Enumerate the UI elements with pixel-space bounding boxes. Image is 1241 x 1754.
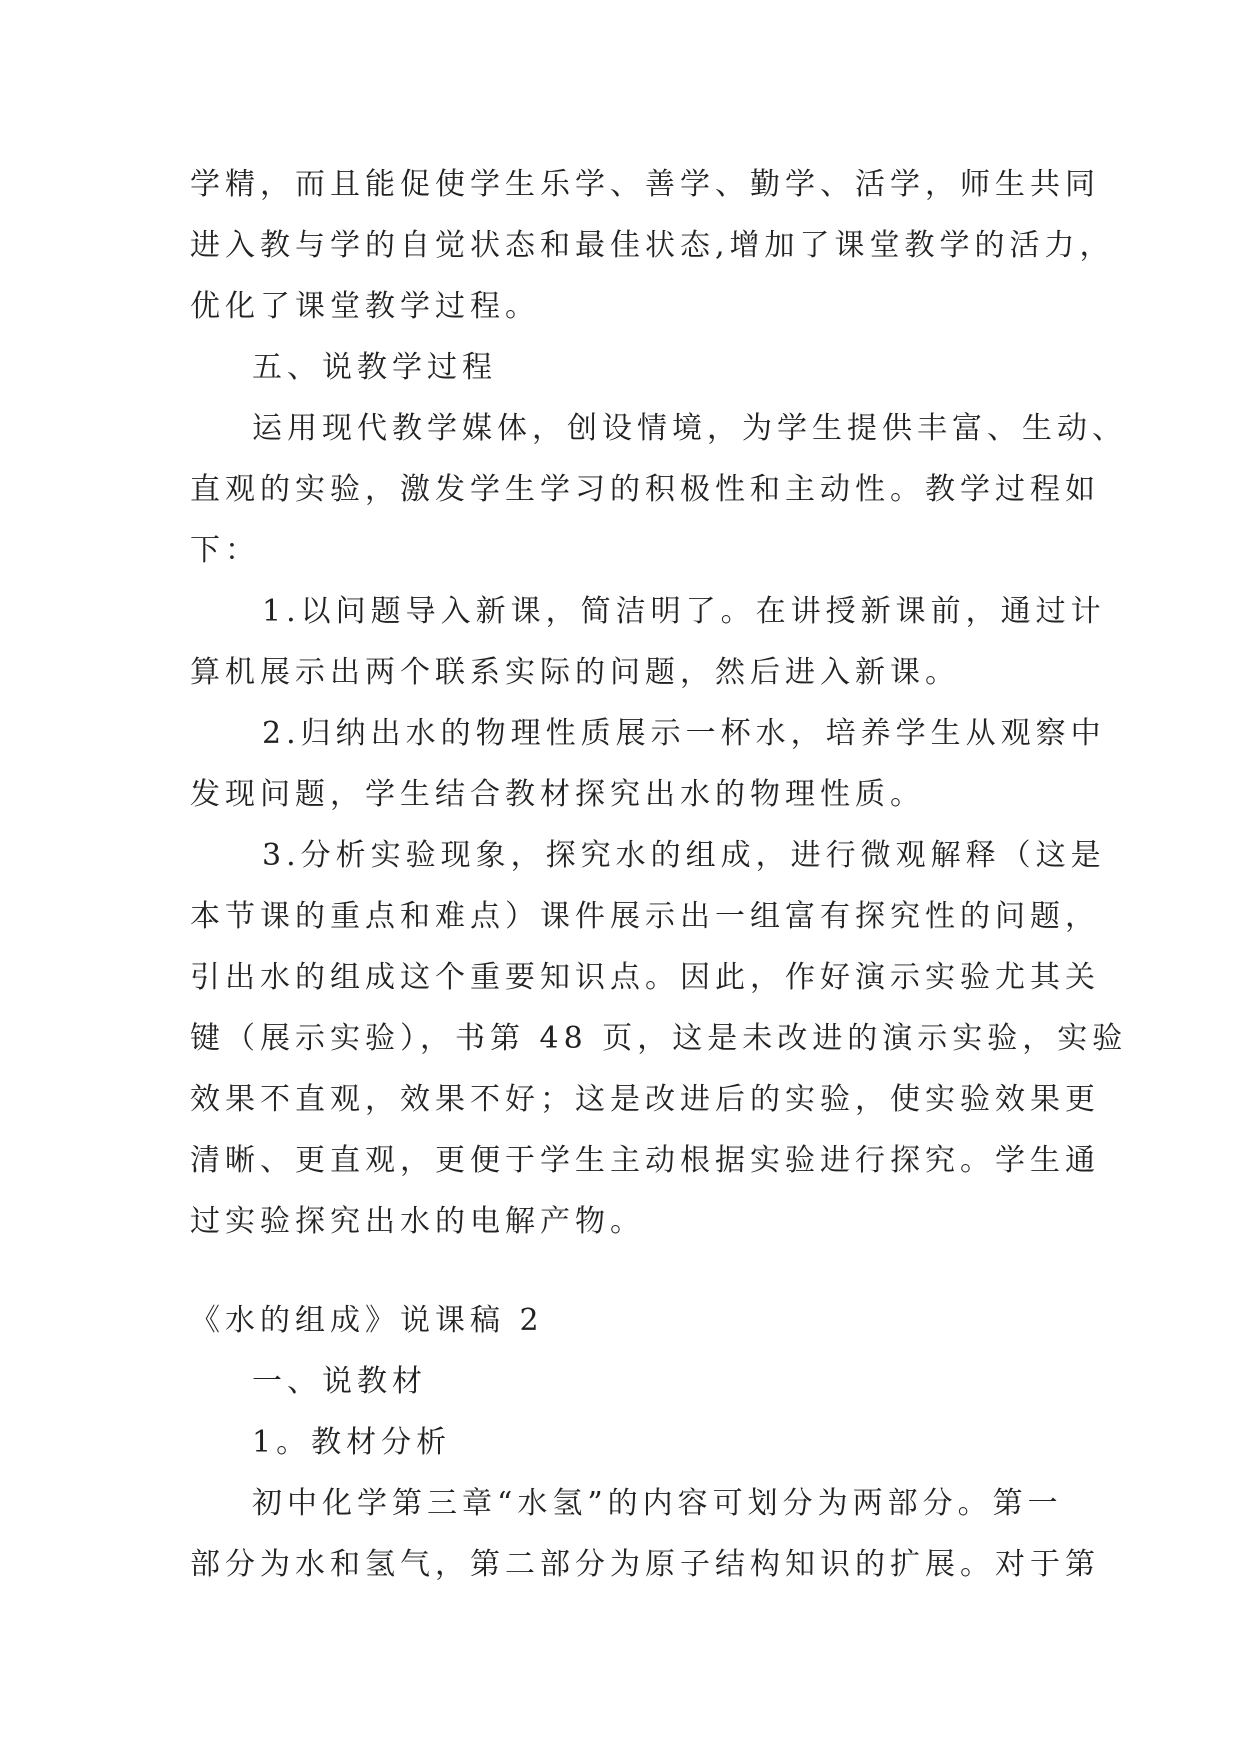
body-text-line: 初中化学第三章“水氢”的内容可划分为两部分。第一 [252, 1486, 1063, 1521]
body-text-line: 键（展示实验），书第 48 页，这是未改进的演示实验，实验 [190, 1021, 1128, 1056]
list-item-text: 2.归纳出水的物理性质展示一杯水，培养学生从观察中 [262, 716, 1106, 751]
body-text-line: 引出水的组成这个重要知识点。因此，作好演示实验尤其关 [190, 960, 1100, 995]
body-text-line: 效果不直观，效果不好；这是改进后的实验，使实验效果更 [190, 1082, 1100, 1117]
subsection-heading: 1。教材分析 [252, 1425, 452, 1460]
body-text-line: 下： [190, 533, 260, 568]
body-text-line: 直观的实验，激发学生学习的积极性和主动性。教学过程如 [190, 472, 1100, 507]
body-text-line: 过实验探究出水的电解产物。 [190, 1204, 645, 1239]
body-text-line: 算机展示出两个联系实际的问题，然后进入新课。 [190, 655, 960, 690]
body-text-line: 部分为水和氢气，第二部分为原子结构知识的扩展。对于第 [190, 1547, 1100, 1582]
body-text-line: 优化了课堂教学过程。 [190, 289, 540, 324]
body-text-line: 清晰、更直观，更便于学生主动根据实验进行探究。学生通 [190, 1143, 1100, 1178]
section-heading: 一、说教材 [252, 1364, 427, 1399]
body-text-line: 本节课的重点和难点）课件展示出一组富有探究性的问题， [190, 899, 1100, 934]
section-heading: 五、说教学过程 [252, 350, 497, 385]
list-item-text: 3.分析实验现象，探究水的组成，进行微观解释（这是 [262, 838, 1106, 873]
body-text-line: 运用现代教学媒体，创设情境，为学生提供丰富、生动、 [252, 411, 1127, 446]
body-text-line: 学精，而且能促使学生乐学、善学、勤学、活学，师生共同 [190, 167, 1100, 202]
document-title: 《水的组成》说课稿 2 [190, 1303, 544, 1338]
body-text-line: 发现问题，学生结合教材探究出水的物理性质。 [190, 777, 925, 812]
list-item-text: 1.以问题导入新课，简洁明了。在讲授新课前，通过计 [262, 594, 1106, 629]
body-text-line: 进入教与学的自觉状态和最佳状态,增加了课堂教学的活力， [190, 228, 1115, 263]
